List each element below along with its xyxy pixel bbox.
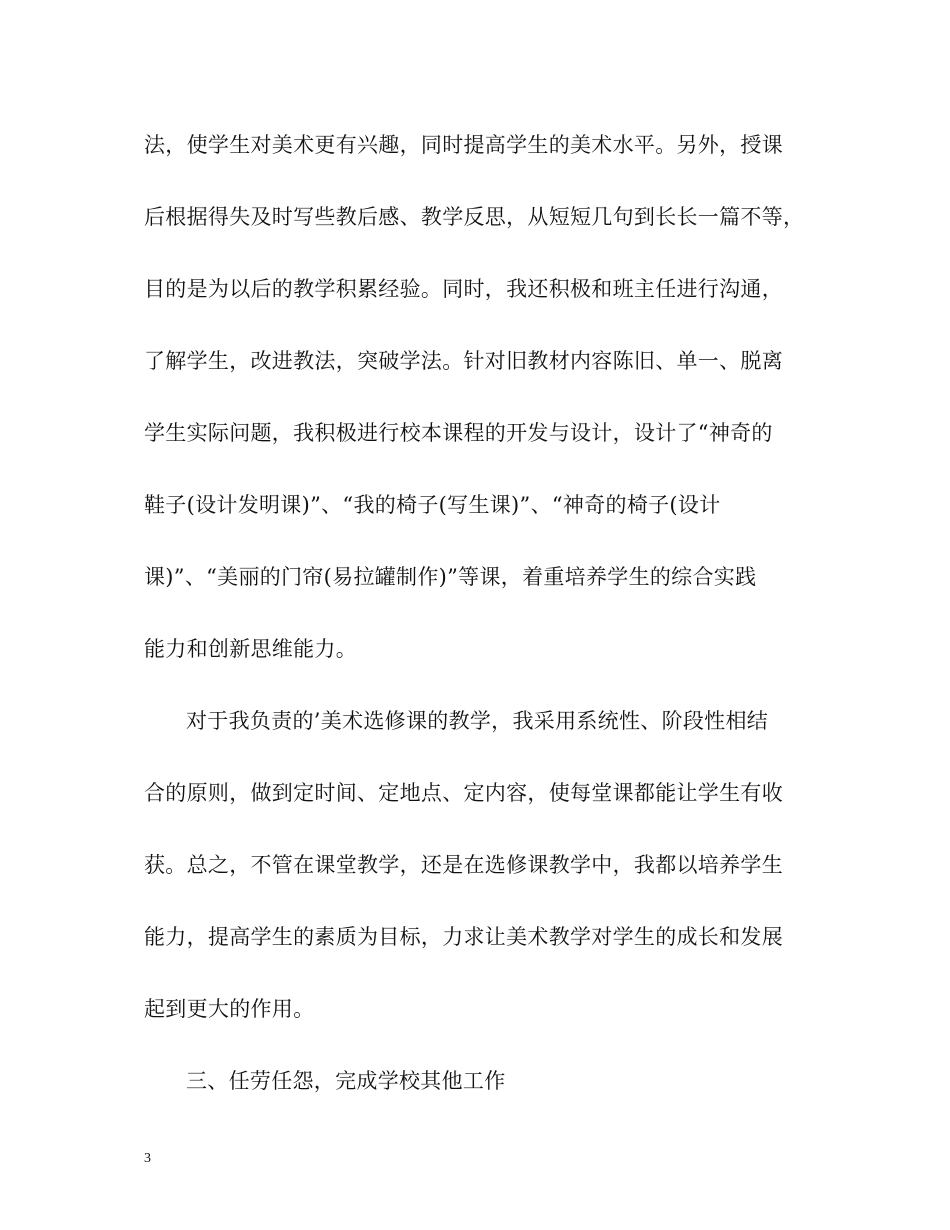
text-line: 了解学生，改进教法，突破学法。针对旧教材内容陈旧、单一、脱离 [144,349,783,373]
paragraph-first-line: 对于我负责的’美术选修课的教学，我采用系统性、阶段性相结 [186,709,769,733]
text-line: 起到更大的作用。 [144,997,315,1021]
section-heading: 三、任劳任怨，完成学校其他工作 [186,1069,506,1093]
text-line: 合的原则，做到定时间、定地点、定内容，使每堂课都能让学生有收 [144,781,783,805]
text-line: 目的是为以后的教学积累经验。同时，我还积极和班主任进行沟通， [144,277,783,301]
text-line: 鞋子(设计发明课)”、“我的椅子(写生课)”、“神奇的椅子(设计 [144,493,721,517]
text-line: 获。总之，不管在课堂教学，还是在选修课教学中，我都以培养学生 [144,853,783,877]
text-line: 能力和创新思维能力。 [144,637,357,661]
text-line: 法，使学生对美术更有兴趣，同时提高学生的美术水平。另外，授课 [144,133,783,157]
text-line: 后根据得失及时写些教后感、教学反思，从短短几句到长长一篇不等， [144,205,805,229]
page-number: 3 [144,1151,151,1166]
text-line: 课)”、“美丽的门帘(易拉罐制作)”等课，着重培养学生的综合实践 [144,565,757,589]
text-line: 学生实际问题，我积极进行校本课程的开发与设计，设计了“神奇的 [144,421,773,445]
text-line: 能力，提高学生的素质为目标，力求让美术教学对学生的成长和发展 [144,925,783,949]
